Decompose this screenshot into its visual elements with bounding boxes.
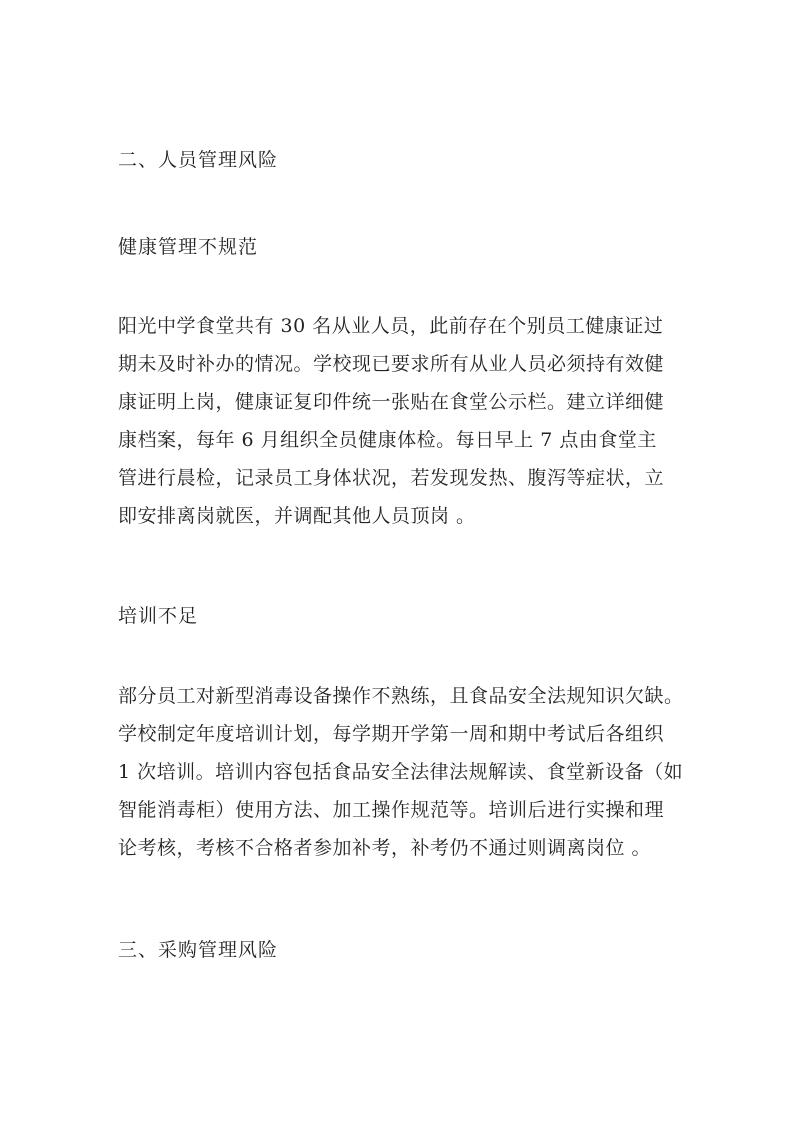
paragraph-line: 1 次培训。培训内容包括食品安全法律法规解读、食堂新设备（如 — [118, 761, 684, 783]
section-3-title: 三、采购管理风险 — [118, 939, 279, 961]
paragraph-line: 阳光中学食堂共有 30 名从业人员，此前存在个别员工健康证过 — [118, 315, 664, 337]
paragraph-line: 康证明上岗，健康证复印件统一张贴在食堂公示栏。建立详细健 — [118, 391, 665, 413]
paragraph-line: 期未及时补办的情况。学校现已要求所有从业人员必须持有效健 — [118, 353, 665, 375]
paragraph-line: 学校制定年度培训计划，每学期开学第一周和期中考试后各组织 — [118, 723, 665, 745]
paragraph-line: 即安排离岗就医，并调配其他人员顶岗 。 — [118, 505, 476, 527]
paragraph-line: 康档案，每年 6 月组织全员健康体检。每日早上 7 点由食堂主 — [118, 429, 657, 451]
health-management-heading: 健康管理不规范 — [118, 236, 259, 258]
paragraph-line: 部分员工对新型消毒设备操作不熟练，且食品安全法规知识欠缺。 — [118, 685, 684, 707]
health-management-paragraph — [118, 307, 688, 535]
paragraph-line: 管进行晨检，记录员工身体状况，若发现发热、腹泻等症状，立 — [118, 467, 665, 489]
training-heading: 培训不足 — [118, 605, 199, 627]
paragraph-line: 智能消毒柜）使用方法、加工操作规范等。培训后进行实操和理 — [118, 799, 665, 821]
paragraph-line: 论考核，考核不合格者参加补考，补考仍不通过则调离岗位 。 — [118, 837, 652, 859]
training-paragraph — [118, 677, 688, 867]
section-2-title: 二、人员管理风险 — [118, 149, 279, 171]
